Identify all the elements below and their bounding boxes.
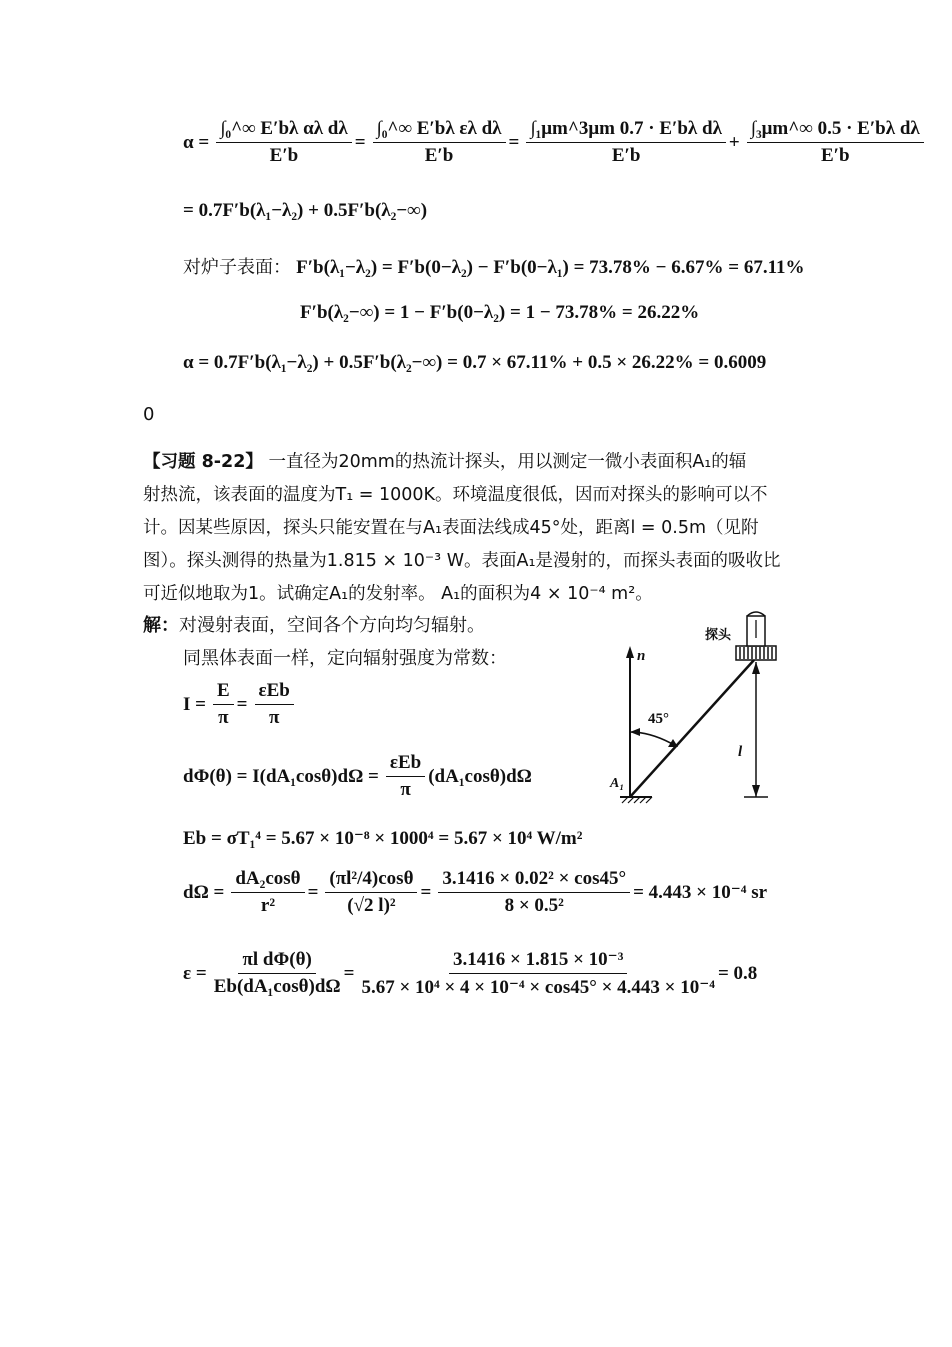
fraction-4: $\frac{\text{∫₃μm\textasciicircum{}∞ 0.5 · E′bλ dλ}}{E'b}$ [747, 118, 924, 167]
alpha-lhs: α = [183, 131, 210, 153]
normal-arrowhead [626, 646, 634, 658]
intensity-equation: I = $\frac{E}{\pi}$ = $\frac{\text{εEb}}{\pi}$ [183, 680, 297, 729]
furnace-line [183, 253, 805, 279]
solution-label: 解： [143, 615, 179, 636]
problem-statement: 【习题 8-22】 一直径为20mm的热流计探头，用以测定一微小表面积A₁的辐 射热流，该表面的温度为T₁ = 1000K。环境温度很低，因而对探头的影响可以不 计。因某些原因，探头只能安置在与A₁表面法线成45°处，距离l = 0.5m（见附 图）。探头测得的热量为1.815 × 10⁻³ W。表面A₁是漫射的，而探头表面的吸收比 可近似地取为1。试确定A₁的发射率。 A₁的面积为4 × 10⁻⁴ m²。 [143, 452, 781, 604]
probe-label: 探头 [705, 628, 732, 643]
alpha-result-equation: α = 0.7F′b(λ₁−λ₂) + 0.5F′b(λ₂−∞) = 0.7 × 67.11% + 0.5 × 26.22% = 0.6009 [183, 352, 767, 373]
solution-line-1: 解：对漫射表面，空间各个方向均匀辐射。 [143, 615, 485, 636]
normal-label: n [637, 648, 646, 664]
solution-line-2: 同黑体表面一样，定向辐射强度为常数： [183, 648, 507, 669]
stray-zero: 0 [143, 404, 155, 425]
probe-figure [590, 604, 805, 814]
sight-line [630, 660, 754, 797]
dphi-equation: dΦ(θ) = I(dA₁cosθ)dΩ = $\frac{\text{εEb}}{\pi}$ (dA₁cosθ)dΩ [183, 752, 532, 800]
furnace-label: 对炉子表面： [183, 257, 291, 278]
f2-equation: F′b(λ₂−∞) = 1 − F′b(0−λ₂) = 1 − 73.78% = 26.22% [300, 302, 700, 323]
angle-label: 45° [648, 711, 669, 727]
problem-tag: 【习题 8-22】 [143, 452, 263, 472]
domega-equation: dΩ = $\frac{\text{dA₂cosθ}}{\text{r²}}$ = $\frac{\text{(πl²/4)cosθ}}{\text{(√2 l)²}}$ = $\frac{\text{3.1416 × 0.02² × cos45°}}{\text{8 × 0.5²}}$ = 4.443 × 10⁻⁴ sr [183, 868, 768, 916]
alpha-definition-equation: α = $\frac{\text{∫₀\textasciicircum{}∞ E′bλ αλ dλ}}{E'b}$ = $\frac{\text{∫₀\textasciicircum{}∞ E′bλ ελ dλ}}{E'b}$ = $\frac{\text{∫₁μm\textasciicircum{}3μm 0.7 · E′bλ dλ}}{E'b}$ + $\frac{\text{∫₃μm\textasciicircum{}∞ 0.5 · E′bλ dλ}}{E'b}$ [183, 118, 927, 167]
fraction-1: $\frac{\text{∫₀\textasciicircum{}∞ E′bλ αλ dλ}}{E'b}$ [216, 118, 352, 167]
fraction-3: $\frac{\text{∫₁μm\textasciicircum{}3μm 0.7 · E′bλ dλ}}{E'b}$ [526, 118, 726, 167]
eb-equation: Eb = σT₁⁴ = 5.67 × 10⁻⁸ × 1000⁴ = 5.67 × 10⁴ W/m² [183, 828, 583, 849]
length-label: l [738, 744, 743, 760]
fraction-2: $\frac{\text{∫₀\textasciicircum{}∞ E′bλ ελ dλ}}{E'b}$ [373, 118, 506, 167]
surface-label: A₁ [610, 776, 625, 791]
angle-arrow-left [630, 728, 640, 736]
furnace-equation: F′b(λ₁−λ₂) = F′b(0−λ₂) − F′b(0−λ₁) = 73.78% − 6.67% = 67.11% [296, 257, 805, 278]
epsilon-equation: ε = $\frac{\text{πl dΦ(θ)}}{\text{Eb(dA₁cosθ)dΩ}}$ = $\frac{\text{3.1416 × 1.815 × 10⁻³}}{\text{5.67 × 10⁴ × 4 × 10⁻⁴ × cos45° × 4.443 × 10⁻⁴}}$ = 0.8 [183, 949, 758, 998]
alpha-sum-equation: = 0.7F′b(λ₁−λ₂) + 0.5F′b(λ₂−∞) [183, 200, 428, 221]
